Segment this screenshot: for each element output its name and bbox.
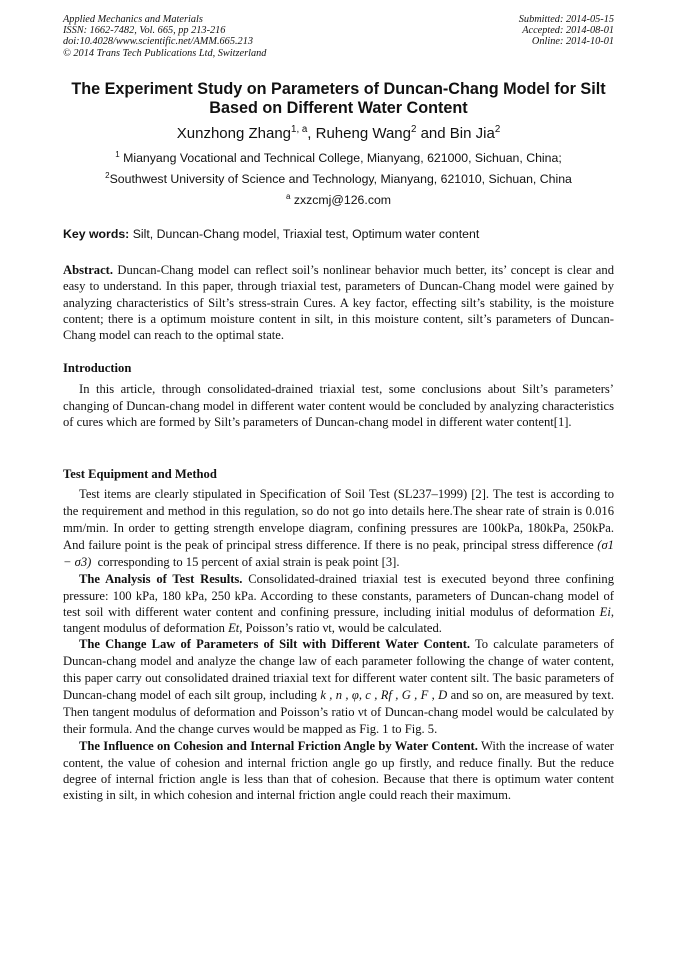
separator: and	[416, 125, 450, 142]
text: With the increase of water content, the value of cohesion and internal friction angle go up firstly, and reduce finally. But the reduce degree of internal friction angle is less than that of cohesion. Because that there is optimum water content existing in silt, in which cohesion and internal friction angle could reach their maximum.	[63, 739, 614, 803]
journal-info	[63, 14, 266, 59]
accepted-date: Accepted: 2014-08-01	[522, 25, 614, 37]
aff-text: Mianyang Vocational and Technical College, Mianyang, 621000, Sichuan, China;	[123, 151, 562, 166]
text: and so on, are measured by text. Then tangent modulus of deformation and Poisson’s ratio νt of Duncan-chang model would be calculated by their formula. And the change curves would be mapped as Fig. 1 to Fig. 5.	[63, 688, 614, 737]
text: , tangent modulus of deformation	[63, 604, 614, 636]
author-sup: 2	[494, 124, 501, 135]
paragraph: In this article, through consolidated-drained triaxial test, some conclusions about Silt’s parameters’ changing of Duncan-chang model in different water content would be concluded by analyzing characteristics of cures which are formed by Silt’s parameters of Duncan-chang model in different water content[1].	[63, 382, 614, 429]
paragraph	[63, 486, 614, 571]
author: Bin Jia	[449, 125, 495, 142]
text: To calculate parameters of Duncan-chang model and analyze the change law of each parameter following the change of water content, this paper carry out consolidated drained triaxial text for different water content silt. The basic parameters of Duncan-chang model of each silt group, including	[63, 637, 614, 703]
email-text: zxzcmj@126.com	[293, 193, 392, 208]
online-date: Online: 2014-10-01	[531, 36, 614, 48]
authors	[63, 124, 614, 142]
paper-title: The Experiment Study on Parameters of Duncan-Chang Model for Silt Based on Different Water Content	[71, 80, 606, 117]
paragraph	[63, 571, 614, 636]
doi: doi:10.4028/www.scientific.net/AMM.665.213	[63, 36, 253, 48]
keywords-text: Silt, Duncan-Chang model, Triaxial test, Optimum water content	[132, 227, 480, 241]
text: Test items are clearly stipulated in Specification of Soil Test (SL237–1999) [2]. The test is according to the requirement and method in this regulation, so do not go into details here.The shear rate of strain is 0.016 mm/min. In order to getting strength envelope diagram, confining pressures are 100kPa, 180kPa, 250kPa. And failure point is the peak of principal stress difference. If there is no peak, principal stress difference	[63, 487, 614, 553]
run-in-heading: The Analysis of Test Results.	[79, 572, 243, 587]
symbol: Et	[228, 621, 240, 636]
affiliation	[63, 171, 614, 186]
email	[63, 192, 614, 207]
text: corresponding to 15 percent of axial strain is peak point [3].	[97, 555, 400, 570]
abstract	[63, 262, 614, 343]
aff-sup: 1	[115, 150, 120, 159]
introduction-section	[63, 360, 614, 430]
text: Consolidated-drained triaxial test is executed beyond three confining pressure: 100 kPa, 180 kPa, 250 kPa. According to these constants, parameters of Duncan-chang model of test soil with different water content and confining pressure, including initial modulus of deformation	[63, 572, 614, 619]
author: Ruheng Wang	[315, 125, 411, 142]
run-in-heading: The Change Law of Parameters of Silt with Different Water Content.	[79, 637, 471, 652]
paragraph	[63, 738, 614, 803]
submitted-date: Submitted: 2014-05-15	[518, 14, 614, 25]
issn: ISSN: 1662-7482, Vol. 665, pp 213-216	[63, 25, 226, 37]
affiliation	[63, 150, 614, 165]
section-heading: Introduction	[63, 361, 132, 375]
journal-name: Applied Mechanics and Materials	[63, 14, 203, 25]
aff-text: Southwest University of Science and Technology, Mianyang, 621010, Sichuan, China	[109, 172, 572, 187]
section-heading: Test Equipment and Method	[63, 467, 217, 481]
separator: ,	[307, 125, 316, 142]
text: , Poisson’s ratio νt, would be calculated.	[239, 621, 442, 636]
abstract-text: Duncan-Chang model can reflect soil’s nonlinear behavior much better, its’ concept is clear and easy to understand. In this paper, through triaxial test, parameters of Duncan-Chang model were gained by analyzing characteristics of Silt’s stress-strain Cures. A key factor, effecting silt’s stability, is the moisture content; there is a optimum moisture content in silt, in this moisture content, silt’s parameters of Duncan-Chang model can reach to the optimal state.	[63, 263, 614, 343]
author: Xunzhong Zhang	[176, 125, 292, 142]
run-in-heading: The Influence on Cohesion and Internal Friction Angle by Water Content.	[79, 739, 478, 754]
symbol: Ei	[599, 604, 611, 619]
paragraph	[63, 636, 614, 738]
aff-sup: a	[285, 192, 291, 201]
aff-sup: 2	[105, 171, 110, 180]
formula: (σ1 − σ3)	[63, 538, 614, 570]
method-section	[63, 466, 614, 804]
keywords-label: Key words:	[63, 227, 130, 241]
author-sup: 1, a	[291, 124, 308, 135]
keywords	[63, 227, 614, 241]
copyright: © 2014 Trans Tech Publications Ltd, Switzerland	[63, 47, 267, 59]
dates	[519, 14, 614, 48]
abstract-label: Abstract.	[63, 263, 114, 277]
symbols: k , n , φ, c , Rf , G , F , D	[320, 688, 448, 703]
author-sup: 2	[410, 124, 417, 135]
